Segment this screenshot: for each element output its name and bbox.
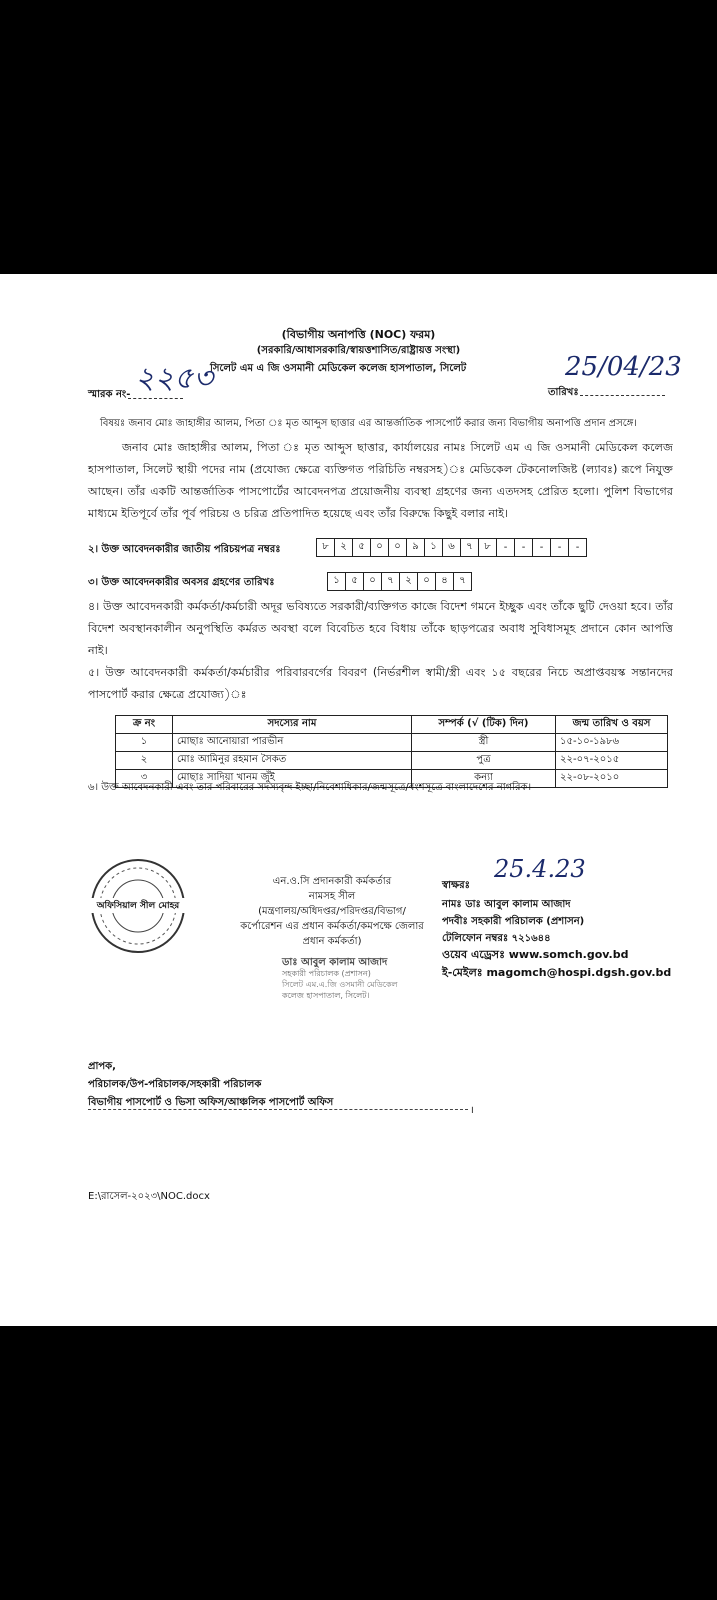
seal-label: অফিসিয়াল সীল মোহর xyxy=(88,898,188,913)
family-table xyxy=(115,715,668,788)
signatory-details xyxy=(442,896,584,947)
date-handwritten: 25/04/23 xyxy=(565,352,682,382)
table-header: সদস্যের নাম xyxy=(173,716,412,734)
nid-number-boxes xyxy=(316,538,587,557)
retirement-digit-box: ৭ xyxy=(459,575,466,586)
nid-digit-box: ৮ xyxy=(479,539,497,556)
memo-handwritten: ২২৫৩ xyxy=(135,361,213,396)
table-header: ক্র নং xyxy=(116,716,173,734)
table-cell: মোঃ আমিনুর রহমান সৈকত xyxy=(173,752,412,770)
signatory-designation: পদবীঃ সহকারী পরিচালক (প্রশাসন) xyxy=(442,916,585,927)
table-header-row xyxy=(116,716,668,734)
noc-officer-block xyxy=(232,874,432,949)
table-cell: মোছাঃ আনোয়ারা পারভীন xyxy=(173,734,412,752)
dotted-line-end: । xyxy=(470,1105,474,1116)
form-title: (বিভাগীয় অনাপত্তি (NOC) ফরম) xyxy=(281,328,436,341)
nid-digit-box: - xyxy=(575,542,580,553)
item-2-label: ২। উক্ত আবেদনকারীর জাতীয় পরিচয়পত্র নম্বরঃ xyxy=(88,544,281,555)
recipient-block xyxy=(88,1058,333,1112)
noc-officer-line: প্রধান কর্মকর্তা) xyxy=(302,936,362,947)
table-cell: ২২-০৮-২০১০ xyxy=(556,770,668,788)
retirement-digit-box: ৭ xyxy=(382,573,400,590)
stamp-line: কলেজ হাসপাতাল, সিলেট। xyxy=(282,991,370,1000)
form-subtitle: (সরকারি/আধাসরকারি/স্বায়ত্তশাসিত/রাষ্ট্রায়ত্ত সংস্থা) xyxy=(256,345,461,356)
nid-digit-box: ৬ xyxy=(443,539,461,556)
signatory-phone: টেলিফোন নম্বরঃ ৭২১৬৪৪ xyxy=(442,933,551,944)
name-stamp xyxy=(282,957,452,1001)
email-address: ই-মেইলঃ magomch@hospi.dgsh.gov.bd xyxy=(442,966,672,979)
noc-officer-line: এন.ও.সি প্রদানকারী কর্মকর্তার xyxy=(272,876,392,887)
noc-officer-line: (মন্ত্রণালয়/অধিদপ্তর/পরিদপ্তর/বিভাগ/ xyxy=(258,906,406,917)
item-3-label: ৩। উক্ত আবেদনকারীর অবসর গ্রহণের তারিখঃ xyxy=(88,577,275,588)
table-cell: পুত্র xyxy=(412,752,556,770)
paragraph-1: জনাব মোঃ জাহাঙ্গীর আলম, পিতা ঃ মৃত আব্দুস ছাত্তার, কার্যালয়ের নামঃ সিলেট এম এ জি ওসমানী মেডিকেল কলেজ হাসপাতাল, সিলেট স্থায়ী পদের নাম (প্রযোজ্য ক্ষেত্রে ব্যক্তিগত পরিচিতি নম্বরসহ)ঃ মেডিকেল টেকনোলজিষ্ট (ল্যাবঃ) রূপে নিযুক্ত আছেন। তাঁর একটি আন্তর্জাতিক পাসপোর্টের আবেদনপত্র প্রয়োজনীয় ব্যবস্থা গ্রহণের জন্য এতদসহ প্রেরিত হলো। পুলিশ বিভাগের মাধ্যমে ইতিপূর্বে তাঁর পূর্ব পরিচয় ও চরিত্র প্রতিপাদিত হয়েছে এবং তাঁর বিরুদ্ধে কিছুই বলার নাই। xyxy=(88,441,673,520)
date-dotted-line xyxy=(580,395,665,396)
nid-digit-box: ২ xyxy=(335,539,353,556)
table-cell: ৩ xyxy=(116,770,173,788)
table-row xyxy=(116,752,668,770)
table-cell: ১ xyxy=(116,734,173,752)
nid-digit-box: ৯ xyxy=(407,539,425,556)
memo-dotted-line xyxy=(128,398,183,399)
item-4: ৪। উক্ত আবেদনকারী কর্মকর্তা/কর্মচারী অদূর ভবিষ্যতে সরকারী/ব্যক্তিগত কাজে বিদেশ গমনে ইচ্ছুক এবং তাঁকে ছুটি দেওয়া হবে। তাঁর বিদেশ অবস্থানকালীন অনুপস্থিতি কর্মরত অবস্থা বলে বিবেচিত হবে বিধায় তাঁকে ছাড়পত্রের অবাধ সুবিধাসমূহ প্রদানে কোন আপত্তি নাই। xyxy=(88,600,673,657)
memo-label: স্মারক নং- xyxy=(88,389,131,400)
recipient-line: বিভাগীয় পাসপোর্ট ও ভিসা অফিস/আঞ্চলিক পাসপোর্ট অফিস xyxy=(88,1097,334,1108)
document-page xyxy=(0,274,717,1326)
table-row xyxy=(116,734,668,752)
table-cell: ২২-০৭-২০১৫ xyxy=(556,752,668,770)
official-seal xyxy=(88,856,188,956)
date-label: তারিখঃ xyxy=(548,387,579,398)
signatory-name: নামঃ ডাঃ আবুল কালাম আজাদ xyxy=(442,899,571,910)
subject-line: বিষয়ঃ জনাব মোঃ জাহাঙ্গীর আলম, পিতা ঃ মৃত আব্দুস ছাত্তার এর আন্তর্জাতিক পাসপোর্ট করার জন্য বিভাগীয় অনাপত্তি প্রদান প্রসঙ্গে। xyxy=(100,418,637,429)
nid-digit-box: ৫ xyxy=(353,539,371,556)
retirement-digit-box: ০ xyxy=(364,573,382,590)
table-cell: ২ xyxy=(116,752,173,770)
retirement-date-boxes xyxy=(327,572,472,591)
retirement-digit-box: ৫ xyxy=(346,573,364,590)
table-header: সম্পর্ক (√ (টিক) দিন) xyxy=(412,716,556,734)
table-cell: মোছাঃ সাদিয়া খানম জুঁই xyxy=(173,770,412,788)
nid-digit-box: - xyxy=(551,539,569,556)
stamp-line: সিলেট এম.এ.জি ওসমানী মেডিকেল xyxy=(282,980,398,989)
nid-digit-box: - xyxy=(515,539,533,556)
item-5: ৫। উক্ত আবেদনকারী কর্মকর্তা/কর্মচারীর পরিবারবর্গের বিবরণ (নির্ভরশীল স্বামী/স্ত্রী এবং ১৫ বছরের নিচে অপ্রাপ্তবয়স্ক সন্তানদের পাসপোর্ট করার ক্ষেত্রে প্রযোজ্য)ঃ xyxy=(88,666,673,701)
nid-digit-box: ০ xyxy=(371,539,389,556)
retirement-digit-box: ২ xyxy=(400,573,418,590)
retirement-digit-box: ১ xyxy=(328,573,346,590)
nid-digit-box: ০ xyxy=(389,539,407,556)
recipient-dotted-line xyxy=(88,1109,468,1110)
web-address: ওয়েব এড্রেসঃ www.somch.gov.bd xyxy=(442,948,629,961)
table-cell: ১৫-১০-১৯৮৬ xyxy=(556,734,668,752)
stamp-line: সহকারী পরিচালক (প্রশাসন) xyxy=(282,969,371,978)
table-header: জন্ম তারিখ ও বয়স xyxy=(556,716,668,734)
contact-block xyxy=(442,946,671,982)
noc-officer-line: কর্পোরেশন এর প্রধান কর্মকর্তা/কমপক্ষে জেলার xyxy=(240,921,424,932)
office-name: সিলেট এম এ জি ওসমানী মেডিকেল কলেজ হাসপাতাল, সিলেট xyxy=(210,363,467,374)
table-cell: স্ত্রী xyxy=(412,734,556,752)
nid-digit-box: ৭ xyxy=(461,539,479,556)
nid-digit-box: ৮ xyxy=(317,539,335,556)
retirement-digit-box: ০ xyxy=(418,573,436,590)
recipient-line: পরিচালক/উপ-পরিচালক/সহকারী পরিচালক xyxy=(88,1079,262,1090)
signature-label: স্বাক্ষরঃ xyxy=(442,880,470,891)
stamp-line: ডাঃ আবুল কালাম আজাদ xyxy=(282,957,388,968)
nid-digit-box: ১ xyxy=(425,539,443,556)
table-cell: কন্যা xyxy=(412,770,556,788)
signature-handwritten: 25.4.23 xyxy=(494,855,586,883)
item-6: ৬। উক্ত আবেদনকারী এবং তার পরিবারের সদস্যবৃন্দ ইচ্ছা/নিবেশাধিকার/জন্মসূত্রে/বংশসূত্রে বাংলাদেশের নাগরিক। xyxy=(88,782,532,793)
recipient-label: প্রাপক, xyxy=(88,1061,116,1072)
retirement-digit-box: ৪ xyxy=(436,573,454,590)
footer-file-path: E:\রাসেল-২০২৩\NOC.docx xyxy=(88,1191,210,1202)
nid-digit-box: - xyxy=(533,539,551,556)
nid-digit-box: - xyxy=(497,539,515,556)
noc-officer-line: নামসহ সীল xyxy=(308,891,356,902)
